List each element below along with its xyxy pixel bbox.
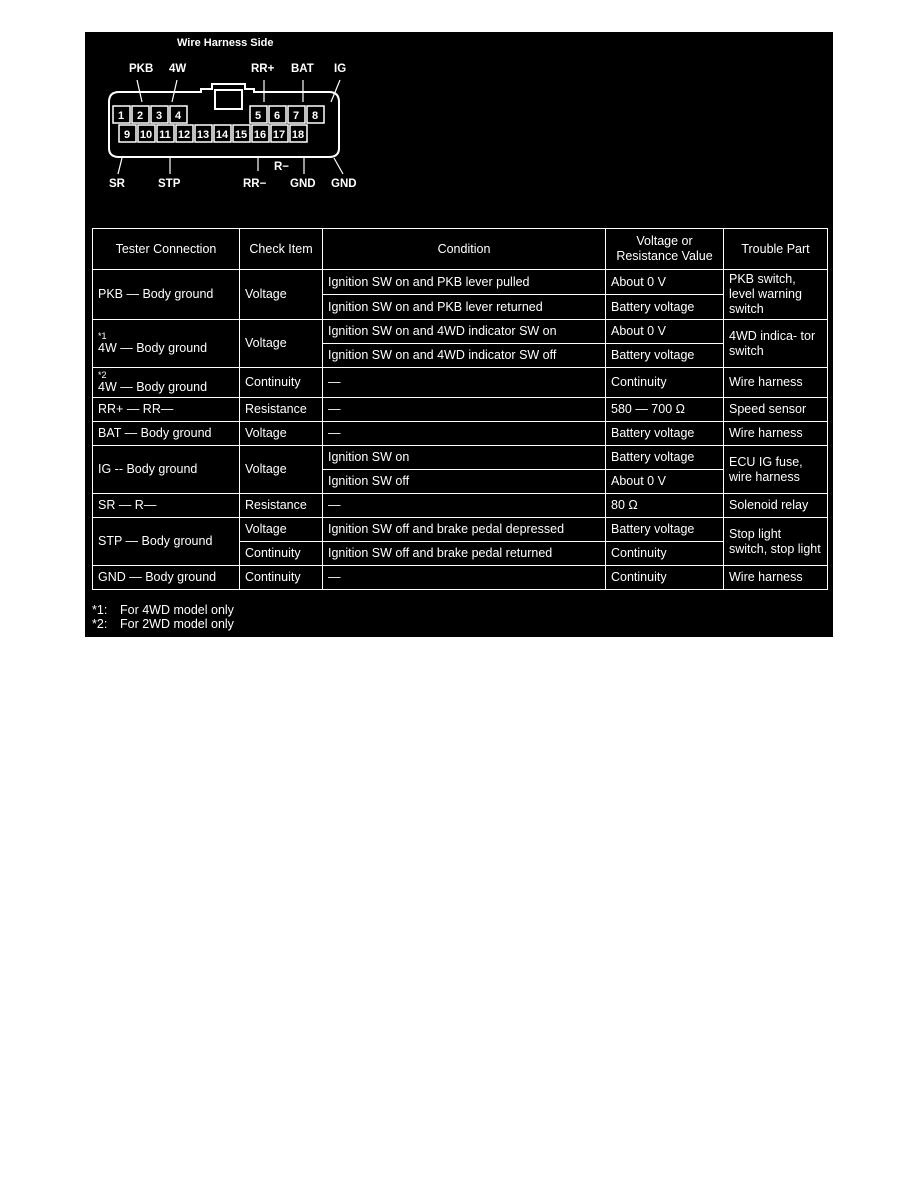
table-row <box>93 518 828 542</box>
table-row <box>93 320 828 344</box>
cell-connection: SR — R— <box>93 494 240 518</box>
cell-trouble-part: 4WD indica- tor switch <box>724 320 828 368</box>
label-ig: IG <box>334 63 347 75</box>
footnote-2-text: For 2WD model only <box>120 617 234 631</box>
cell-connection <box>93 368 240 398</box>
table-row <box>93 494 828 518</box>
pin-10: 10 <box>139 129 153 141</box>
cell-check-item: Resistance <box>240 494 323 518</box>
cell-value: 80 Ω <box>606 494 724 518</box>
label-pkb: PKB <box>129 63 154 75</box>
pin-11: 11 <box>159 129 171 141</box>
label-bat: BAT <box>291 63 314 75</box>
pin-15: 15 <box>234 129 248 141</box>
label-r-minus: R− <box>274 161 290 173</box>
cell-value: About 0 V <box>606 270 724 295</box>
header-condition: Condition <box>323 229 606 270</box>
pin-6: 6 <box>273 110 281 122</box>
cell-condition: Ignition SW off <box>323 470 606 494</box>
connector-diagram <box>85 32 833 228</box>
pin-3: 3 <box>155 110 163 122</box>
pin-4: 4 <box>174 110 182 122</box>
footnotes <box>92 603 234 631</box>
cell-connection: PKB — Body ground <box>93 270 240 320</box>
cell-value: Battery voltage <box>606 518 724 542</box>
label-gnd-2: GND <box>331 178 357 190</box>
connection-text: 4W — Body ground <box>98 341 208 355</box>
cell-check-item: Voltage <box>240 446 323 494</box>
table-row <box>93 422 828 446</box>
footnote-marker: *2 <box>98 370 107 380</box>
cell-connection: IG -- Body ground <box>93 446 240 494</box>
pin-17: 17 <box>272 129 286 141</box>
footnote-marker: *1 <box>98 331 107 341</box>
label-4w: 4W <box>169 63 187 75</box>
label-rr-minus: RR− <box>243 178 267 190</box>
cell-condition: Ignition SW on and 4WD indicator SW on <box>323 320 606 344</box>
pin-16: 16 <box>253 129 267 141</box>
table-row <box>93 566 828 590</box>
label-sr: SR <box>109 178 125 190</box>
pin-12: 12 <box>177 129 191 141</box>
cell-value: Battery voltage <box>606 344 724 368</box>
pin-18: 18 <box>291 129 305 141</box>
footnote-1-text: For 4WD model only <box>120 603 234 617</box>
label-rr-plus: RR+ <box>251 63 275 75</box>
pin-5: 5 <box>254 110 262 122</box>
cell-trouble-part: PKB switch, level warning switch <box>724 270 828 320</box>
connector-lock-tab <box>215 90 242 109</box>
table-row <box>93 446 828 470</box>
cell-condition: — <box>323 494 606 518</box>
label-gnd-1: GND <box>290 178 316 190</box>
table-row <box>93 398 828 422</box>
pin-2: 2 <box>136 110 144 122</box>
cell-condition: Ignition SW on and PKB lever returned <box>323 295 606 320</box>
cell-value: About 0 V <box>606 320 724 344</box>
pin-14: 14 <box>215 129 229 141</box>
cell-connection: STP — Body ground <box>93 518 240 566</box>
cell-condition: Ignition SW on and PKB lever pulled <box>323 270 606 295</box>
cell-trouble-part: Wire harness <box>724 368 828 398</box>
table-row <box>93 368 828 398</box>
cell-check-item: Resistance <box>240 398 323 422</box>
cell-connection <box>93 320 240 368</box>
cell-check-item: Continuity <box>240 566 323 590</box>
cell-value: Battery voltage <box>606 422 724 446</box>
inspection-table <box>92 228 828 590</box>
cell-trouble-part: Stop light switch, stop light <box>724 518 828 566</box>
cell-condition: Ignition SW on <box>323 446 606 470</box>
header-trouble-part: Trouble Part <box>724 229 828 270</box>
cell-connection: BAT — Body ground <box>93 422 240 446</box>
cell-trouble-part: Wire harness <box>724 422 828 446</box>
cell-value: Battery voltage <box>606 446 724 470</box>
figure-panel <box>85 32 833 637</box>
header-check-item: Check Item <box>240 229 323 270</box>
footnote-1 <box>92 603 234 617</box>
cell-value: Continuity <box>606 542 724 566</box>
header-voltage-resistance: Voltage or Resistance Value <box>606 229 724 270</box>
cell-condition: — <box>323 422 606 446</box>
cell-trouble-part: Solenoid relay <box>724 494 828 518</box>
cell-check-item: Voltage <box>240 270 323 320</box>
cell-condition: — <box>323 398 606 422</box>
table-row <box>93 270 828 295</box>
cell-value: 580 — 700 Ω <box>606 398 724 422</box>
pin-1: 1 <box>117 110 125 122</box>
cell-value: Continuity <box>606 368 724 398</box>
cell-condition: Ignition SW on and 4WD indicator SW off <box>323 344 606 368</box>
connection-text: 4W — Body ground <box>98 380 208 394</box>
cell-value: About 0 V <box>606 470 724 494</box>
footnote-2 <box>92 617 234 631</box>
footnote-2-mark: *2: <box>92 617 108 631</box>
pin-9: 9 <box>123 129 131 141</box>
cell-trouble-part: ECU IG fuse, wire harness <box>724 446 828 494</box>
cell-value: Battery voltage <box>606 295 724 320</box>
cell-condition: Ignition SW off and brake pedal depressed <box>323 518 606 542</box>
cell-check-item: Voltage <box>240 422 323 446</box>
cell-condition: — <box>323 368 606 398</box>
cell-value: Continuity <box>606 566 724 590</box>
cell-trouble-part: Wire harness <box>724 566 828 590</box>
bottom-leader-lines <box>118 158 343 174</box>
cell-check-item: Continuity <box>240 368 323 398</box>
pin-7: 7 <box>292 110 300 122</box>
cell-check-item: Voltage <box>240 320 323 368</box>
table-header-row <box>93 229 828 270</box>
footnote-1-mark: *1: <box>92 603 108 617</box>
label-stp: STP <box>158 178 181 190</box>
pin-13: 13 <box>196 129 210 141</box>
cell-connection: RR+ — RR— <box>93 398 240 422</box>
pin-8: 8 <box>311 110 319 122</box>
cell-connection: GND — Body ground <box>93 566 240 590</box>
header-tester-connection: Tester Connection <box>93 229 240 270</box>
cell-condition: Ignition SW off and brake pedal returned <box>323 542 606 566</box>
diagram-title: Wire Harness Side <box>177 37 274 49</box>
cell-check-item: Continuity <box>240 542 323 566</box>
cell-trouble-part: Speed sensor <box>724 398 828 422</box>
cell-condition: — <box>323 566 606 590</box>
cell-check-item: Voltage <box>240 518 323 542</box>
